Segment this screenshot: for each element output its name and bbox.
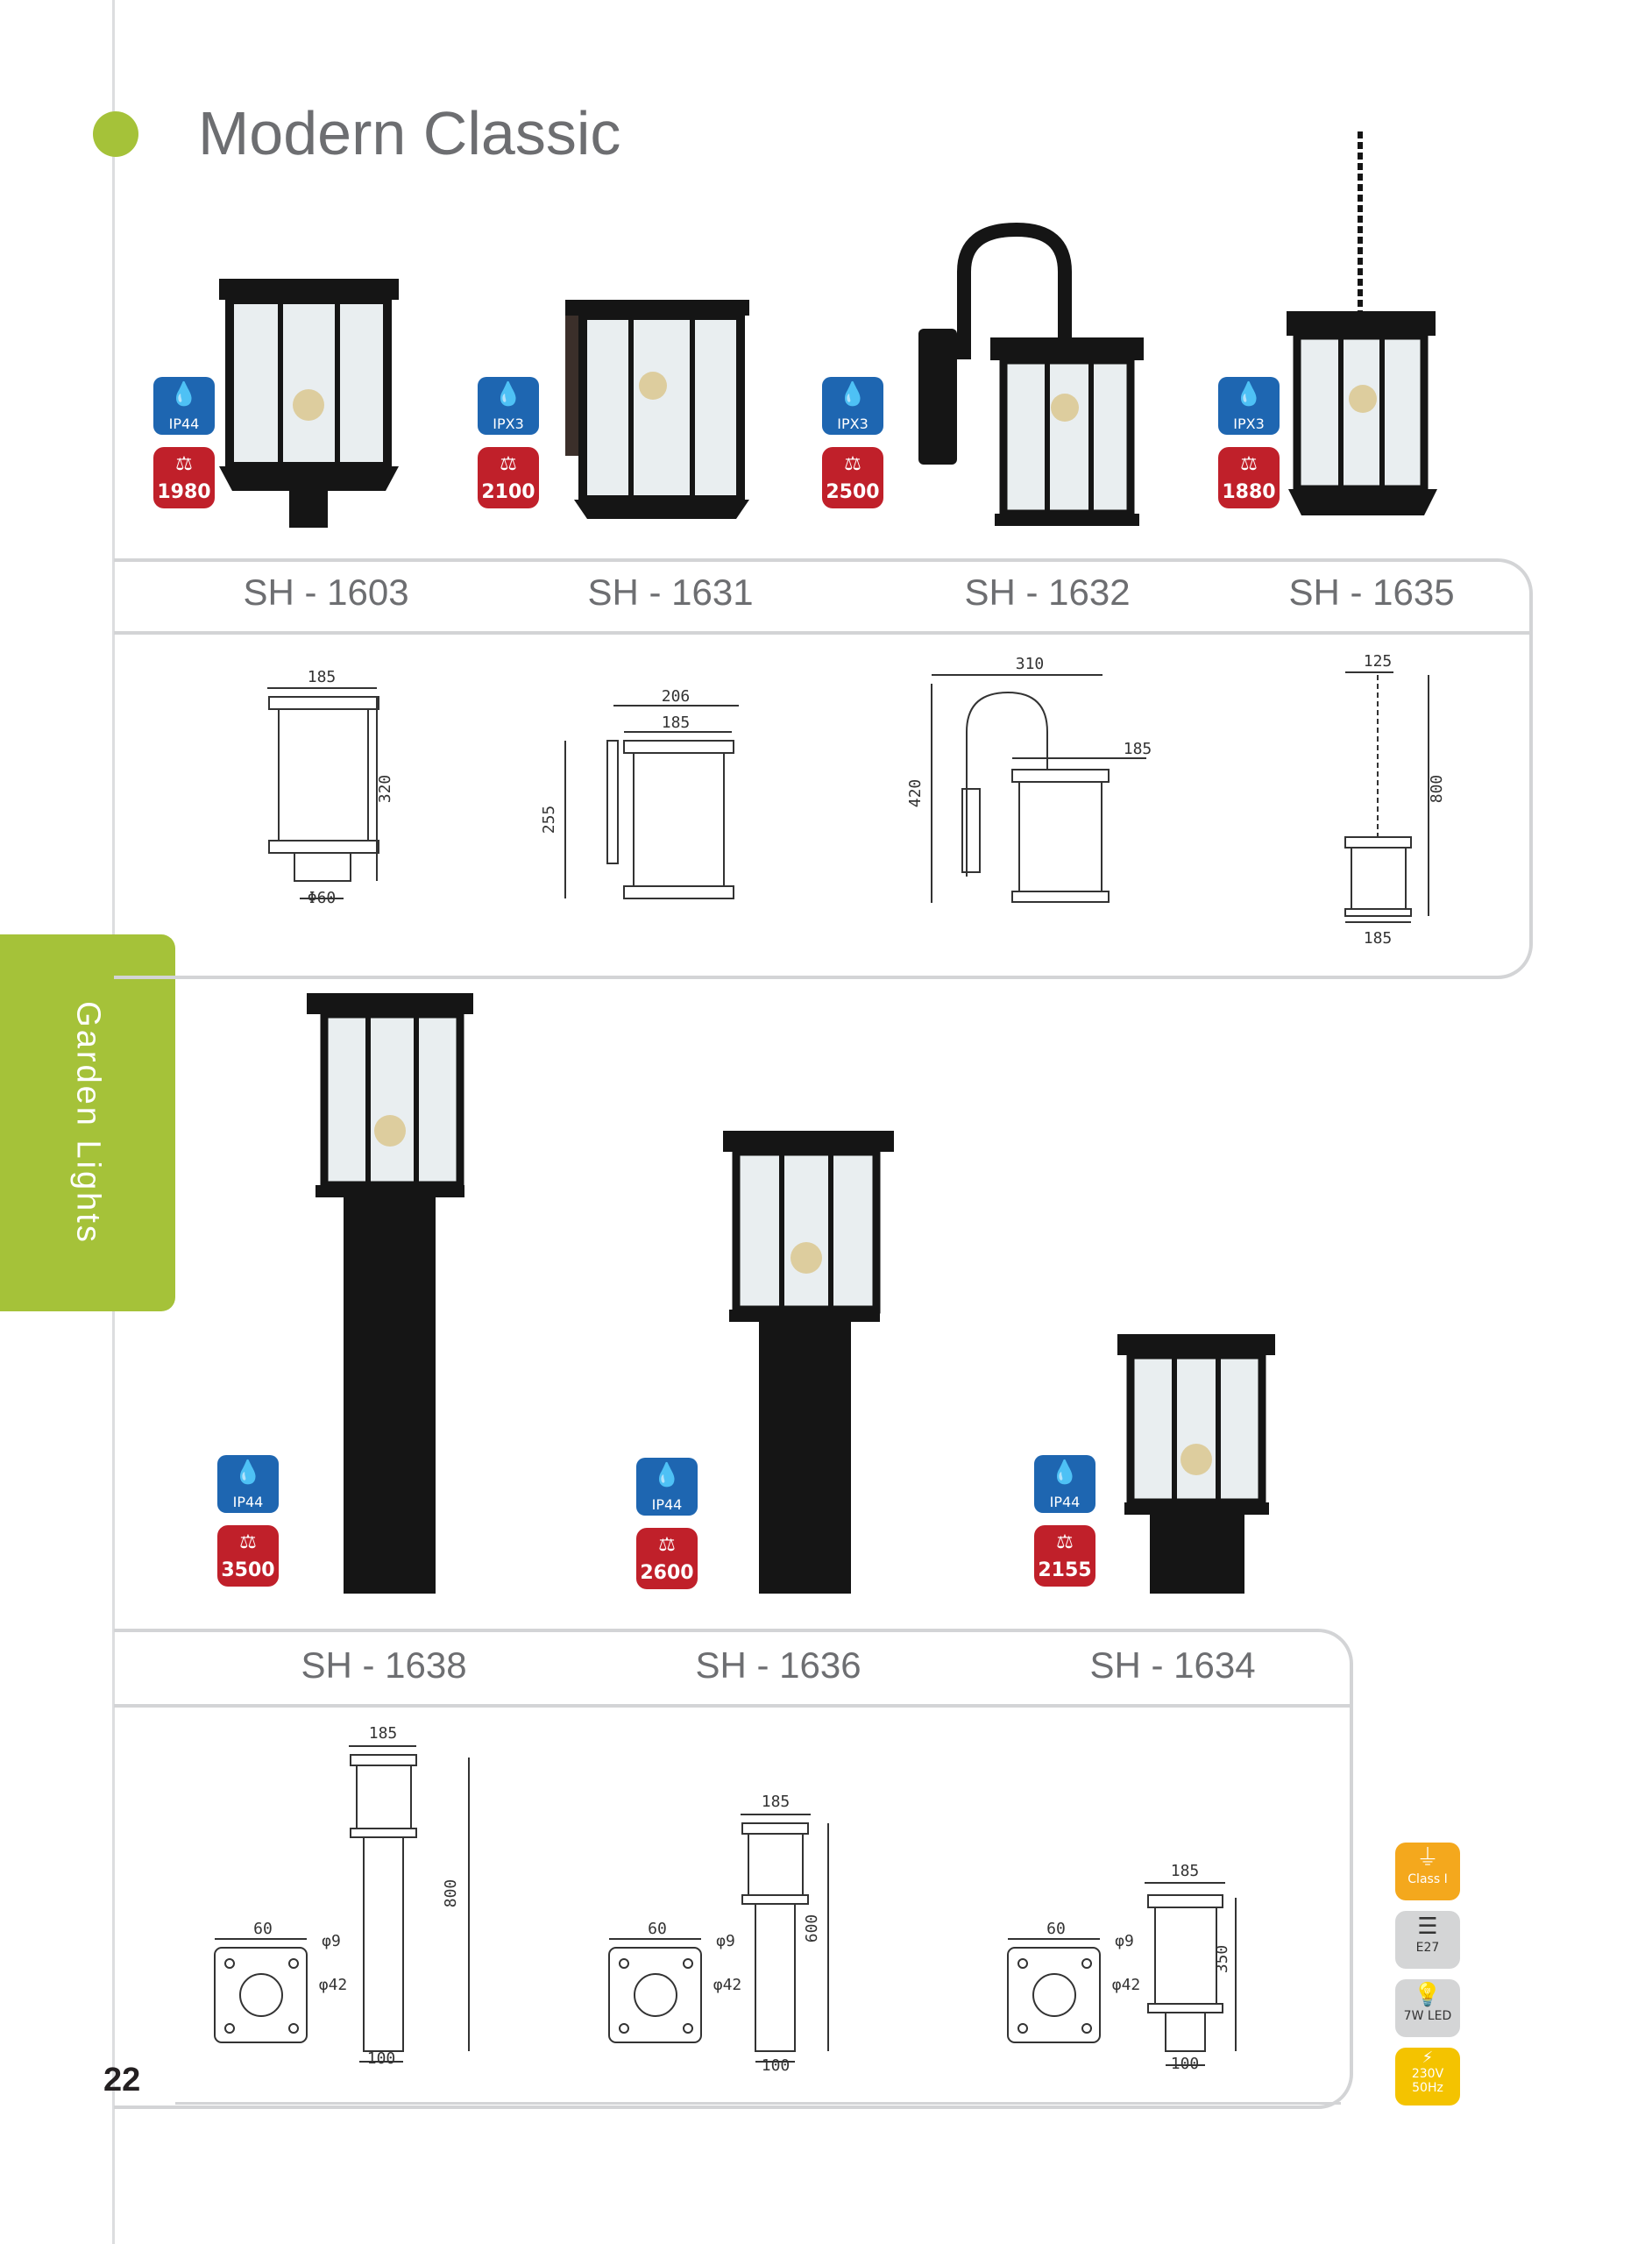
sh1603-badges	[153, 377, 215, 508]
weight-badge: ⚖ 2100	[478, 447, 539, 508]
sh1638-plate-label: 60	[253, 1920, 273, 1938]
water-drop-icon: 💧	[1050, 1459, 1080, 1485]
sh1631-height-label: 255	[540, 805, 558, 834]
water-drop-icon: 💧	[1234, 380, 1264, 407]
bulb-socket-icon: ☰	[1417, 1914, 1438, 1940]
sh1632-width-label: 310	[1015, 655, 1045, 673]
sh1638-drawing	[215, 1724, 469, 2068]
sh1638-width-label: 185	[368, 1724, 398, 1743]
ip-rating-badge: 💧 IP44	[217, 1455, 279, 1513]
product-code-sh1635: SH - 1635	[1288, 572, 1455, 613]
sh1603-base-label: Φ60	[307, 889, 337, 907]
footer-rule	[175, 2102, 1341, 2105]
product-code-sh1632: SH - 1632	[964, 572, 1131, 613]
sh1638-center-label: φ42	[318, 1976, 348, 1994]
sh1635-top-label: 125	[1363, 652, 1393, 671]
product-code-sh1636: SH - 1636	[695, 1644, 861, 1686]
sh1636-bollard-image	[723, 1131, 894, 1594]
bottom-panel-divider	[114, 1704, 1350, 1708]
sh1632-height-label: 420	[906, 778, 925, 808]
sh1632-drawing	[906, 655, 1152, 903]
sh1632-lamp-image	[918, 230, 1144, 526]
water-drop-icon: 💧	[493, 380, 523, 407]
sh1631-inner-label: 185	[661, 714, 691, 732]
sh1634-plate-label: 60	[1046, 1920, 1066, 1938]
water-drop-icon: 💧	[838, 380, 868, 407]
ip-rating-badge: 💧 IPX3	[478, 377, 539, 435]
product-code-sh1634: SH - 1634	[1089, 1644, 1256, 1686]
sh1638-badges	[217, 1455, 279, 1587]
sh1635-drawing	[1345, 652, 1446, 948]
sh1603-drawing	[267, 668, 394, 907]
water-drop-icon: 💧	[652, 1461, 682, 1488]
weight-badge: ⚖ 1880	[1218, 447, 1280, 508]
sh1635-lamp-image	[1287, 131, 1437, 515]
sh1603-lamp-image	[219, 279, 399, 528]
sh1634-bollard-image	[1117, 1334, 1275, 1594]
sh1634-drawing	[1008, 1862, 1236, 2073]
weight-badge: ⚖ 2155	[1034, 1525, 1095, 1587]
class-i-spec-badge: ⏚ Class I	[1395, 1843, 1460, 1900]
sh1636-post-label: 100	[761, 2056, 791, 2075]
led-spec-badge: 💡 7W LED	[1395, 1979, 1460, 2037]
weight-icon: ⚖	[1240, 452, 1258, 474]
sh1636-width-label: 185	[761, 1793, 791, 1811]
weight-icon: ⚖	[175, 452, 193, 474]
ip-rating-badge: 💧 IP44	[1034, 1455, 1095, 1513]
sh1635-bottom-label: 185	[1363, 929, 1393, 948]
water-drop-icon: 💧	[169, 380, 199, 407]
e27-spec-badge: ☰ E27	[1395, 1911, 1460, 1969]
product-code-sh1603: SH - 1603	[243, 572, 409, 613]
ip-rating-badge: 💧 IP44	[636, 1458, 698, 1516]
sh1634-post-label: 100	[1170, 2055, 1200, 2073]
sh1631-outer-label: 206	[661, 687, 691, 706]
sh1635-badges	[1218, 377, 1280, 508]
water-drop-icon: 💧	[233, 1459, 263, 1485]
sh1634-center-label: φ42	[1111, 1976, 1141, 1994]
weight-icon: ⚖	[844, 452, 861, 474]
sh1631-drawing	[540, 687, 739, 898]
sh1636-drawing	[609, 1793, 828, 2075]
sh1634-height-label: 350	[1213, 1944, 1231, 1974]
sh1632-inner-label: 185	[1123, 740, 1152, 758]
sh1638-hole-label: φ9	[322, 1932, 341, 1950]
sh1635-height-label: 800	[1428, 774, 1446, 804]
weight-icon: ⚖	[500, 452, 517, 474]
top-row-technical-drawings	[0, 640, 1652, 964]
page-number: 22	[103, 2062, 141, 2098]
ip-rating-badge: 💧 IPX3	[822, 377, 883, 435]
sh1636-hole-label: φ9	[716, 1932, 735, 1950]
ip-rating-badge: 💧 IP44	[153, 377, 215, 435]
weight-icon: ⚖	[658, 1533, 676, 1555]
page-title: Modern Classic	[198, 99, 621, 167]
weight-icon: ⚖	[239, 1530, 257, 1552]
sh1636-badges	[636, 1458, 698, 1589]
sh1634-hole-label: φ9	[1115, 1932, 1134, 1950]
sh1634-width-label: 185	[1170, 1862, 1200, 1880]
sh1631-lamp-image	[565, 300, 749, 519]
product-code-sh1631: SH - 1631	[587, 572, 754, 613]
sh1632-badges	[822, 377, 883, 508]
weight-badge: ⚖ 2500	[822, 447, 883, 508]
weight-icon: ⚖	[1056, 1530, 1074, 1552]
earth-ground-icon: ⏚	[1415, 1845, 1439, 1871]
sh1636-plate-label: 60	[648, 1920, 667, 1938]
top-panel-divider	[114, 631, 1529, 635]
sh1636-center-label: φ42	[713, 1976, 742, 1994]
weight-badge: ⚖ 3500	[217, 1525, 279, 1587]
led-bulb-icon: 💡	[1413, 1982, 1443, 2008]
weight-badge: ⚖ 2600	[636, 1528, 698, 1589]
lightning-icon: ⚡	[1422, 2049, 1434, 2067]
weight-badge: ⚖ 1980	[153, 447, 215, 508]
voltage-spec-badge: ⚡ 230V 50Hz	[1395, 2048, 1460, 2106]
sh1603-width-label: 185	[307, 668, 337, 686]
ip-rating-badge: 💧 IPX3	[1218, 377, 1280, 435]
sh1636-height-label: 600	[803, 1914, 821, 1943]
sh1638-bollard-image	[307, 993, 473, 1594]
sh1638-height-label: 800	[442, 1878, 460, 1908]
sh1631-badges	[478, 377, 539, 508]
product-code-sh1638: SH - 1638	[301, 1644, 467, 1686]
section-tab-label: Garden Lights	[69, 1001, 107, 1245]
sh1603-height-label: 320	[376, 774, 394, 804]
sh1638-post-label: 100	[366, 2049, 396, 2068]
sh1634-badges	[1034, 1455, 1095, 1587]
